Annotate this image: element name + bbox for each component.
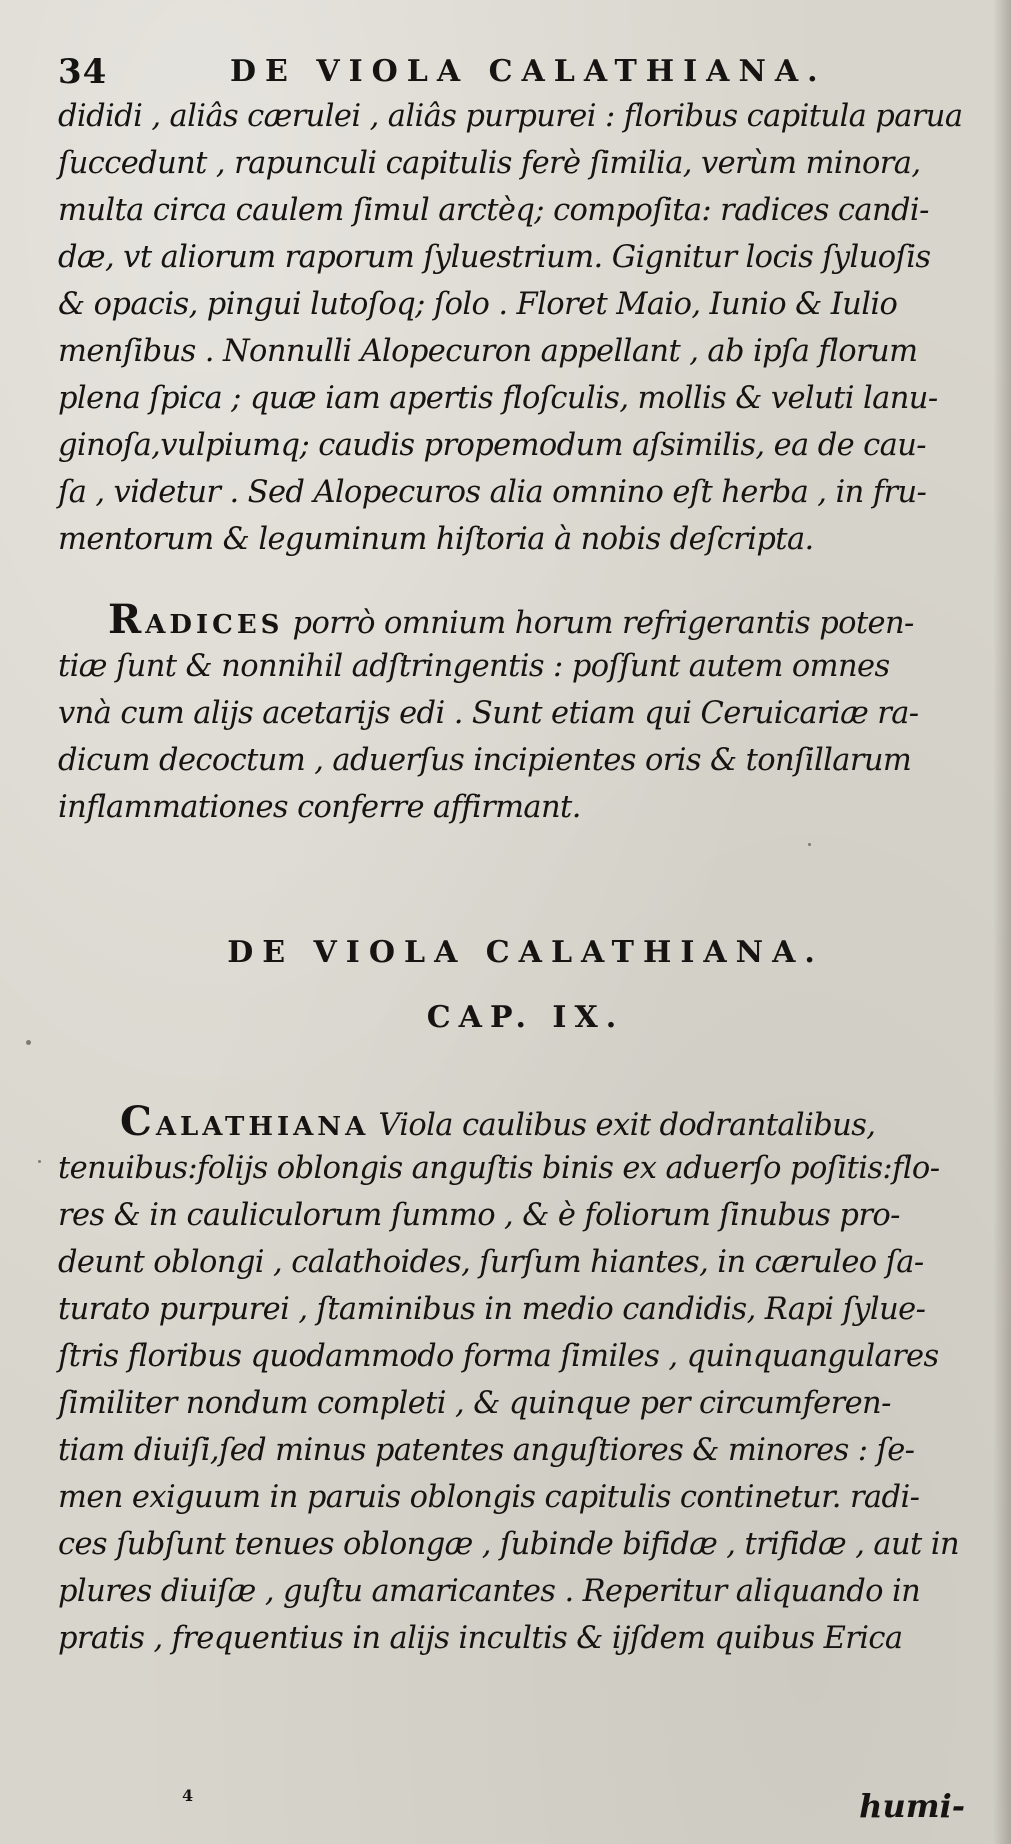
paragraph-calathiana (58, 1098, 968, 1662)
ink-speck (808, 843, 811, 846)
running-title: DE VIOLA CALATHIANA. (230, 54, 827, 89)
text-line: ſtris floribus quodammodo forma ſimiles , quinquangulares (58, 1339, 939, 1374)
text-line (58, 1098, 968, 1145)
text-line: plena ſpica ; quæ iam apertis floſculis, mollis & veluti lanu- (58, 381, 938, 416)
ink-speck (26, 1040, 31, 1045)
text-line-rest: Viola caulibus exit dodrantalibus, (369, 1108, 876, 1143)
text-line: dæ, vt aliorum raporum ſyluestrium. Gignitur locis ſyluoſis (58, 240, 931, 275)
text-line: turato purpurei , ſtaminibus in medio candidis, Rapi ſylue- (58, 1292, 926, 1327)
text-line: mentorum & leguminum hiſtoria à nobis deſcripta. (58, 522, 814, 557)
text-line: ginoſa,vulpiumq; caudis propemodum aſsimilis, ea de cau- (58, 428, 926, 463)
ink-speck (38, 1160, 41, 1163)
lead-initial: R (108, 596, 146, 643)
text-line: ſa , videtur . Sed Alopecuros alia omnino eſt herba , in fru- (58, 475, 927, 510)
text-line: ces ſubſunt tenues oblongæ , ſubinde bifidæ , trifidæ , aut in (58, 1527, 959, 1562)
text-line: tiam diuiſi,ſed minus patentes anguſtiores & minores : ſe- (58, 1433, 915, 1468)
text-line: & opacis, pingui lutoſoq; ſolo . Floret Maio, Iunio & Iulio (58, 287, 898, 322)
text-line: dicum decoctum , aduerſus incipientes oris & tonſillarum (58, 743, 912, 778)
text-line: multa circa caulem ſimul arctèq; compoſita: radices candi- (58, 193, 929, 228)
paragraph-continued (58, 93, 968, 563)
text-line-rest: porrò omnium horum refrigerantis poten- (283, 606, 914, 641)
lead-initial: C (120, 1098, 156, 1145)
text-line: tiæ ſunt & nonnihil adſtringentis : poſſunt autem omnes (58, 649, 890, 684)
lead-word (120, 1098, 370, 1145)
signature-mark: 4 (182, 1786, 194, 1805)
chapter-title: DE VIOLA CALATHIANA. (227, 935, 824, 970)
text-line: ſuccedunt , rapunculi capitulis ferè ſimilia, verùm minora, (58, 146, 921, 181)
lead-word (108, 596, 284, 643)
paragraph-radices (58, 596, 968, 831)
page-number: 34 (58, 52, 108, 92)
text-line: deunt oblongi , calathoides, ſurſum hiantes, in cæruleo ſa- (58, 1245, 924, 1280)
text-line: dididi , aliâs cærulei , aliâs purpurei : floribus capitula parua (58, 99, 963, 134)
page-edge-shadow (993, 0, 1011, 1844)
text-line: menſibus . Nonnulli Alopecuron appellant , ab ipſa florum (58, 334, 918, 369)
catchword: humi- (859, 1787, 965, 1825)
text-line: plures diuiſæ , guſtu amaricantes . Reperitur aliquando in (58, 1574, 921, 1609)
text-line: vnà cum alijs acetarijs edi . Sunt etiam qui Ceruicariæ ra- (58, 696, 919, 731)
text-line: ſimiliter nondum completi , & quinque per circumferen- (58, 1386, 891, 1421)
text-line: tenuibus:folijs oblongis anguſtis binis ex aduerſo poſitis:flo- (58, 1151, 940, 1186)
text-line: men exiguum in paruis oblongis capitulis continetur. radi- (58, 1480, 920, 1515)
text-line (58, 596, 968, 643)
lead-rest: ALATHIANA (155, 1112, 370, 1142)
chapter-number: CAP. IX. (426, 1000, 625, 1035)
lead-rest: ADICES (145, 610, 284, 640)
text-line: pratis , frequentius in alijs incultis & ijſdem quibus Erica (58, 1621, 903, 1656)
text-line: inflammationes conferre affirmant. (58, 790, 581, 825)
text-line: res & in cauliculorum ſummo , & è foliorum ſinubus pro- (58, 1198, 900, 1233)
